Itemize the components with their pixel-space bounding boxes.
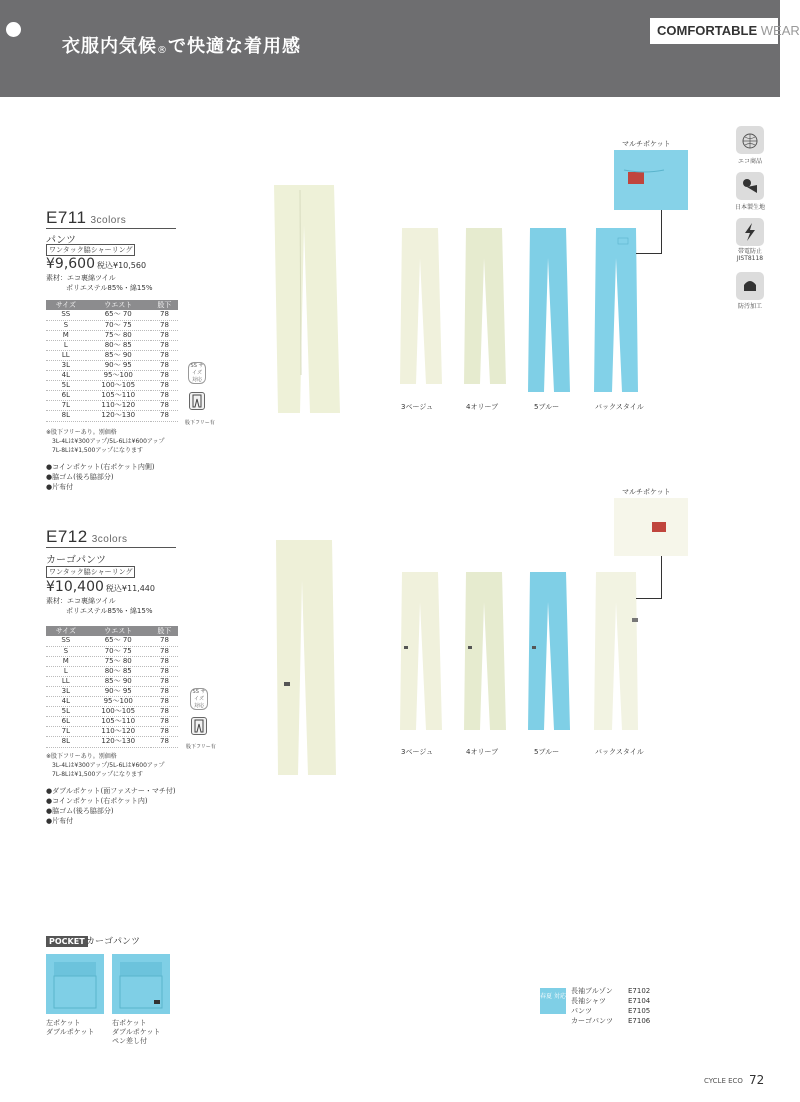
note: 3L-4Lは¥300アップ/5L-6Lは¥600アップ xyxy=(52,438,165,445)
coord-item-name: カーゴパンツ xyxy=(571,1017,613,1025)
recycle-label: エコ商品 xyxy=(737,158,762,165)
binder-hole xyxy=(6,22,21,37)
pants-icon xyxy=(189,392,205,410)
table-row: 6L 105～110 78 xyxy=(46,717,178,727)
color-label: 5ブルー xyxy=(534,403,560,411)
table-row: M 75～ 80 78 xyxy=(46,330,178,340)
col-inseam: 股下 xyxy=(151,300,178,310)
table-row: LL 85～ 90 78 xyxy=(46,350,178,360)
footer-brand: CYCLE ECO xyxy=(704,1077,743,1085)
right-pocket-image xyxy=(112,954,170,1014)
coord-item-name: 長袖シャツ xyxy=(571,997,606,1005)
sweat-icon xyxy=(736,272,764,300)
feature-item: ●コインポケット(右ポケット内) xyxy=(46,797,148,805)
callout-line xyxy=(661,210,662,254)
callout-line xyxy=(636,598,662,599)
table-row: SS 65～ 70 78 xyxy=(46,310,178,320)
table-row: 4L 95～100 78 xyxy=(46,697,178,707)
right-pocket-caption: 右ポケット xyxy=(112,1019,147,1027)
pocket-section-title: カーゴパンツ xyxy=(86,937,141,947)
price: ¥9,600 税込¥10,560 xyxy=(46,256,147,272)
color-label: 4オリーブ xyxy=(466,403,499,411)
table-row: 3L 90～ 95 78 xyxy=(46,686,178,696)
left-pocket-image xyxy=(46,954,104,1014)
feature-item: ●脇ゴム(後ろ脇部分) xyxy=(46,473,114,481)
material-composition: ポリエステル85%・綿15% xyxy=(66,284,153,292)
color-label: 3ベージュ xyxy=(401,748,434,756)
color-label: 4オリーブ xyxy=(466,748,499,756)
pants-olive-image xyxy=(462,228,512,388)
table-row: 5L 100～105 78 xyxy=(46,707,178,717)
table-row: 8L 120～130 78 xyxy=(46,411,178,421)
note: ※股下フリーあり。別価格 xyxy=(46,753,117,760)
table-row: LL 85～ 90 78 xyxy=(46,676,178,686)
product-code: E712 3colors xyxy=(46,527,128,546)
sweat-label: 防汚加工 xyxy=(737,303,762,310)
recycle-icon xyxy=(736,126,764,154)
inseam-free-label: 股下フリー有 xyxy=(185,420,215,426)
pocket-callout-label: マルチポケット xyxy=(622,140,671,148)
pocket-tag: POCKET xyxy=(46,936,88,947)
note: 7L-8Lは¥1,500アップになります xyxy=(52,447,143,454)
col-waist: ウエスト xyxy=(86,300,151,310)
color-label: 3ベージュ xyxy=(401,403,434,411)
coord-item-name: 長袖ブルゾン xyxy=(571,987,613,995)
pants-back-image xyxy=(592,228,642,398)
divider xyxy=(46,547,176,548)
color-label: バックスタイル xyxy=(595,748,644,756)
static-icon xyxy=(736,218,764,246)
coord-item-code: E7102 xyxy=(628,987,651,995)
table-row: L 80～ 85 78 xyxy=(46,340,178,350)
material-composition: ポリエステル85%・綿15% xyxy=(66,607,153,615)
ss-size-pill: SS サイズ 対応 xyxy=(190,688,208,710)
table-row: 8L 120～130 78 xyxy=(46,737,178,747)
table-row: 7L 110～120 78 xyxy=(46,401,178,411)
pants-icon xyxy=(191,717,207,735)
color-label: 5ブルー xyxy=(534,748,560,756)
table-row: M 75～ 80 78 xyxy=(46,656,178,666)
table-row: SS 65～ 70 78 xyxy=(46,636,178,646)
ss-size-pill: SS サイズ 対応 xyxy=(188,362,206,384)
left-pocket-caption: 左ポケット xyxy=(46,1019,81,1027)
size-table xyxy=(46,300,178,422)
cargo-olive-image xyxy=(462,572,512,734)
pocket-callout-label: マルチポケット xyxy=(622,488,671,496)
feature-item: ●ダブルポケット(面ファスナー・マチ付) xyxy=(46,787,176,795)
season-badge: 春夏 対応 xyxy=(540,988,566,1014)
right-pocket-caption: ダブルポケット xyxy=(112,1028,161,1036)
product-code: E711 3colors xyxy=(46,208,127,227)
feature-badge: ワンタック脇シャーリング xyxy=(46,244,135,256)
table-row: 4L 95～100 78 xyxy=(46,371,178,381)
table-row: S 70～ 75 78 xyxy=(46,320,178,330)
pants-main-image xyxy=(270,185,370,415)
pocket-closeup-image xyxy=(614,150,688,210)
material: 素材：エコ裏綿ツイル xyxy=(46,274,116,282)
feature-item: ●コインポケット(右ポケット内側) xyxy=(46,463,155,471)
feature-item: ●片布付 xyxy=(46,817,74,825)
coord-item-code: E7105 xyxy=(628,1007,651,1015)
page-title: 衣服内気候®で快適な着用感 xyxy=(62,36,301,57)
product-name: パンツ xyxy=(46,235,76,246)
coord-item-code: E7104 xyxy=(628,997,651,1005)
inseam-free-label: 股下フリー有 xyxy=(186,744,216,750)
table-row: 6L 105～110 78 xyxy=(46,391,178,401)
divider xyxy=(46,228,176,229)
pants-blue-image xyxy=(526,228,576,398)
coord-item-code: E7106 xyxy=(628,1017,651,1025)
coord-item-name: パンツ xyxy=(571,1007,592,1015)
cargo-blue-image xyxy=(526,572,576,734)
table-row: S 70～ 75 78 xyxy=(46,646,178,656)
note: ※股下フリーあり。別価格 xyxy=(46,429,117,436)
right-pocket-caption: ペン差し付 xyxy=(112,1037,147,1045)
pocket-closeup-image xyxy=(614,498,688,556)
static-label: 帯電防止 JIST8118 xyxy=(736,248,764,262)
feature-item: ●片布付 xyxy=(46,483,74,491)
page-number: 72 xyxy=(749,1073,765,1087)
feature-badge: ワンタック脇シャーリング xyxy=(46,566,135,578)
col-inseam: 股下 xyxy=(151,626,178,636)
left-pocket-caption: ダブルポケット xyxy=(46,1028,95,1036)
material: 素材：エコ裏綿ツイル xyxy=(46,597,116,605)
table-row: 7L 110～120 78 xyxy=(46,727,178,737)
price: ¥10,400 税込¥11,440 xyxy=(46,579,155,595)
pants-beige-image xyxy=(398,228,448,388)
cargo-beige-image xyxy=(398,572,448,734)
col-waist: ウエスト xyxy=(86,626,151,636)
table-row: 5L 100～105 78 xyxy=(46,381,178,391)
cargo-pants-main-image xyxy=(272,540,362,780)
feature-item: ●脇ゴム(後ろ脇部分) xyxy=(46,807,114,815)
cargo-back-image xyxy=(592,572,644,734)
note: 3L-4Lは¥300アップ/5L-6Lは¥600アップ xyxy=(52,762,165,769)
callout-line xyxy=(661,556,662,598)
callout-line xyxy=(636,253,662,254)
category-tag: COMFORTABLE WEAR xyxy=(650,18,778,44)
color-label: バックスタイル xyxy=(595,403,644,411)
fabric-roll-icon xyxy=(736,172,764,200)
table-row: 3L 90～ 95 78 xyxy=(46,360,178,370)
note: 7L-8Lは¥1,500アップになります xyxy=(52,771,143,778)
table-row: L 80～ 85 78 xyxy=(46,666,178,676)
col-size: サイズ xyxy=(46,300,86,310)
fabric-label: 日本製生地 xyxy=(734,204,765,211)
product-name: カーゴパンツ xyxy=(46,555,106,566)
col-size: サイズ xyxy=(46,626,86,636)
size-table xyxy=(46,626,178,748)
